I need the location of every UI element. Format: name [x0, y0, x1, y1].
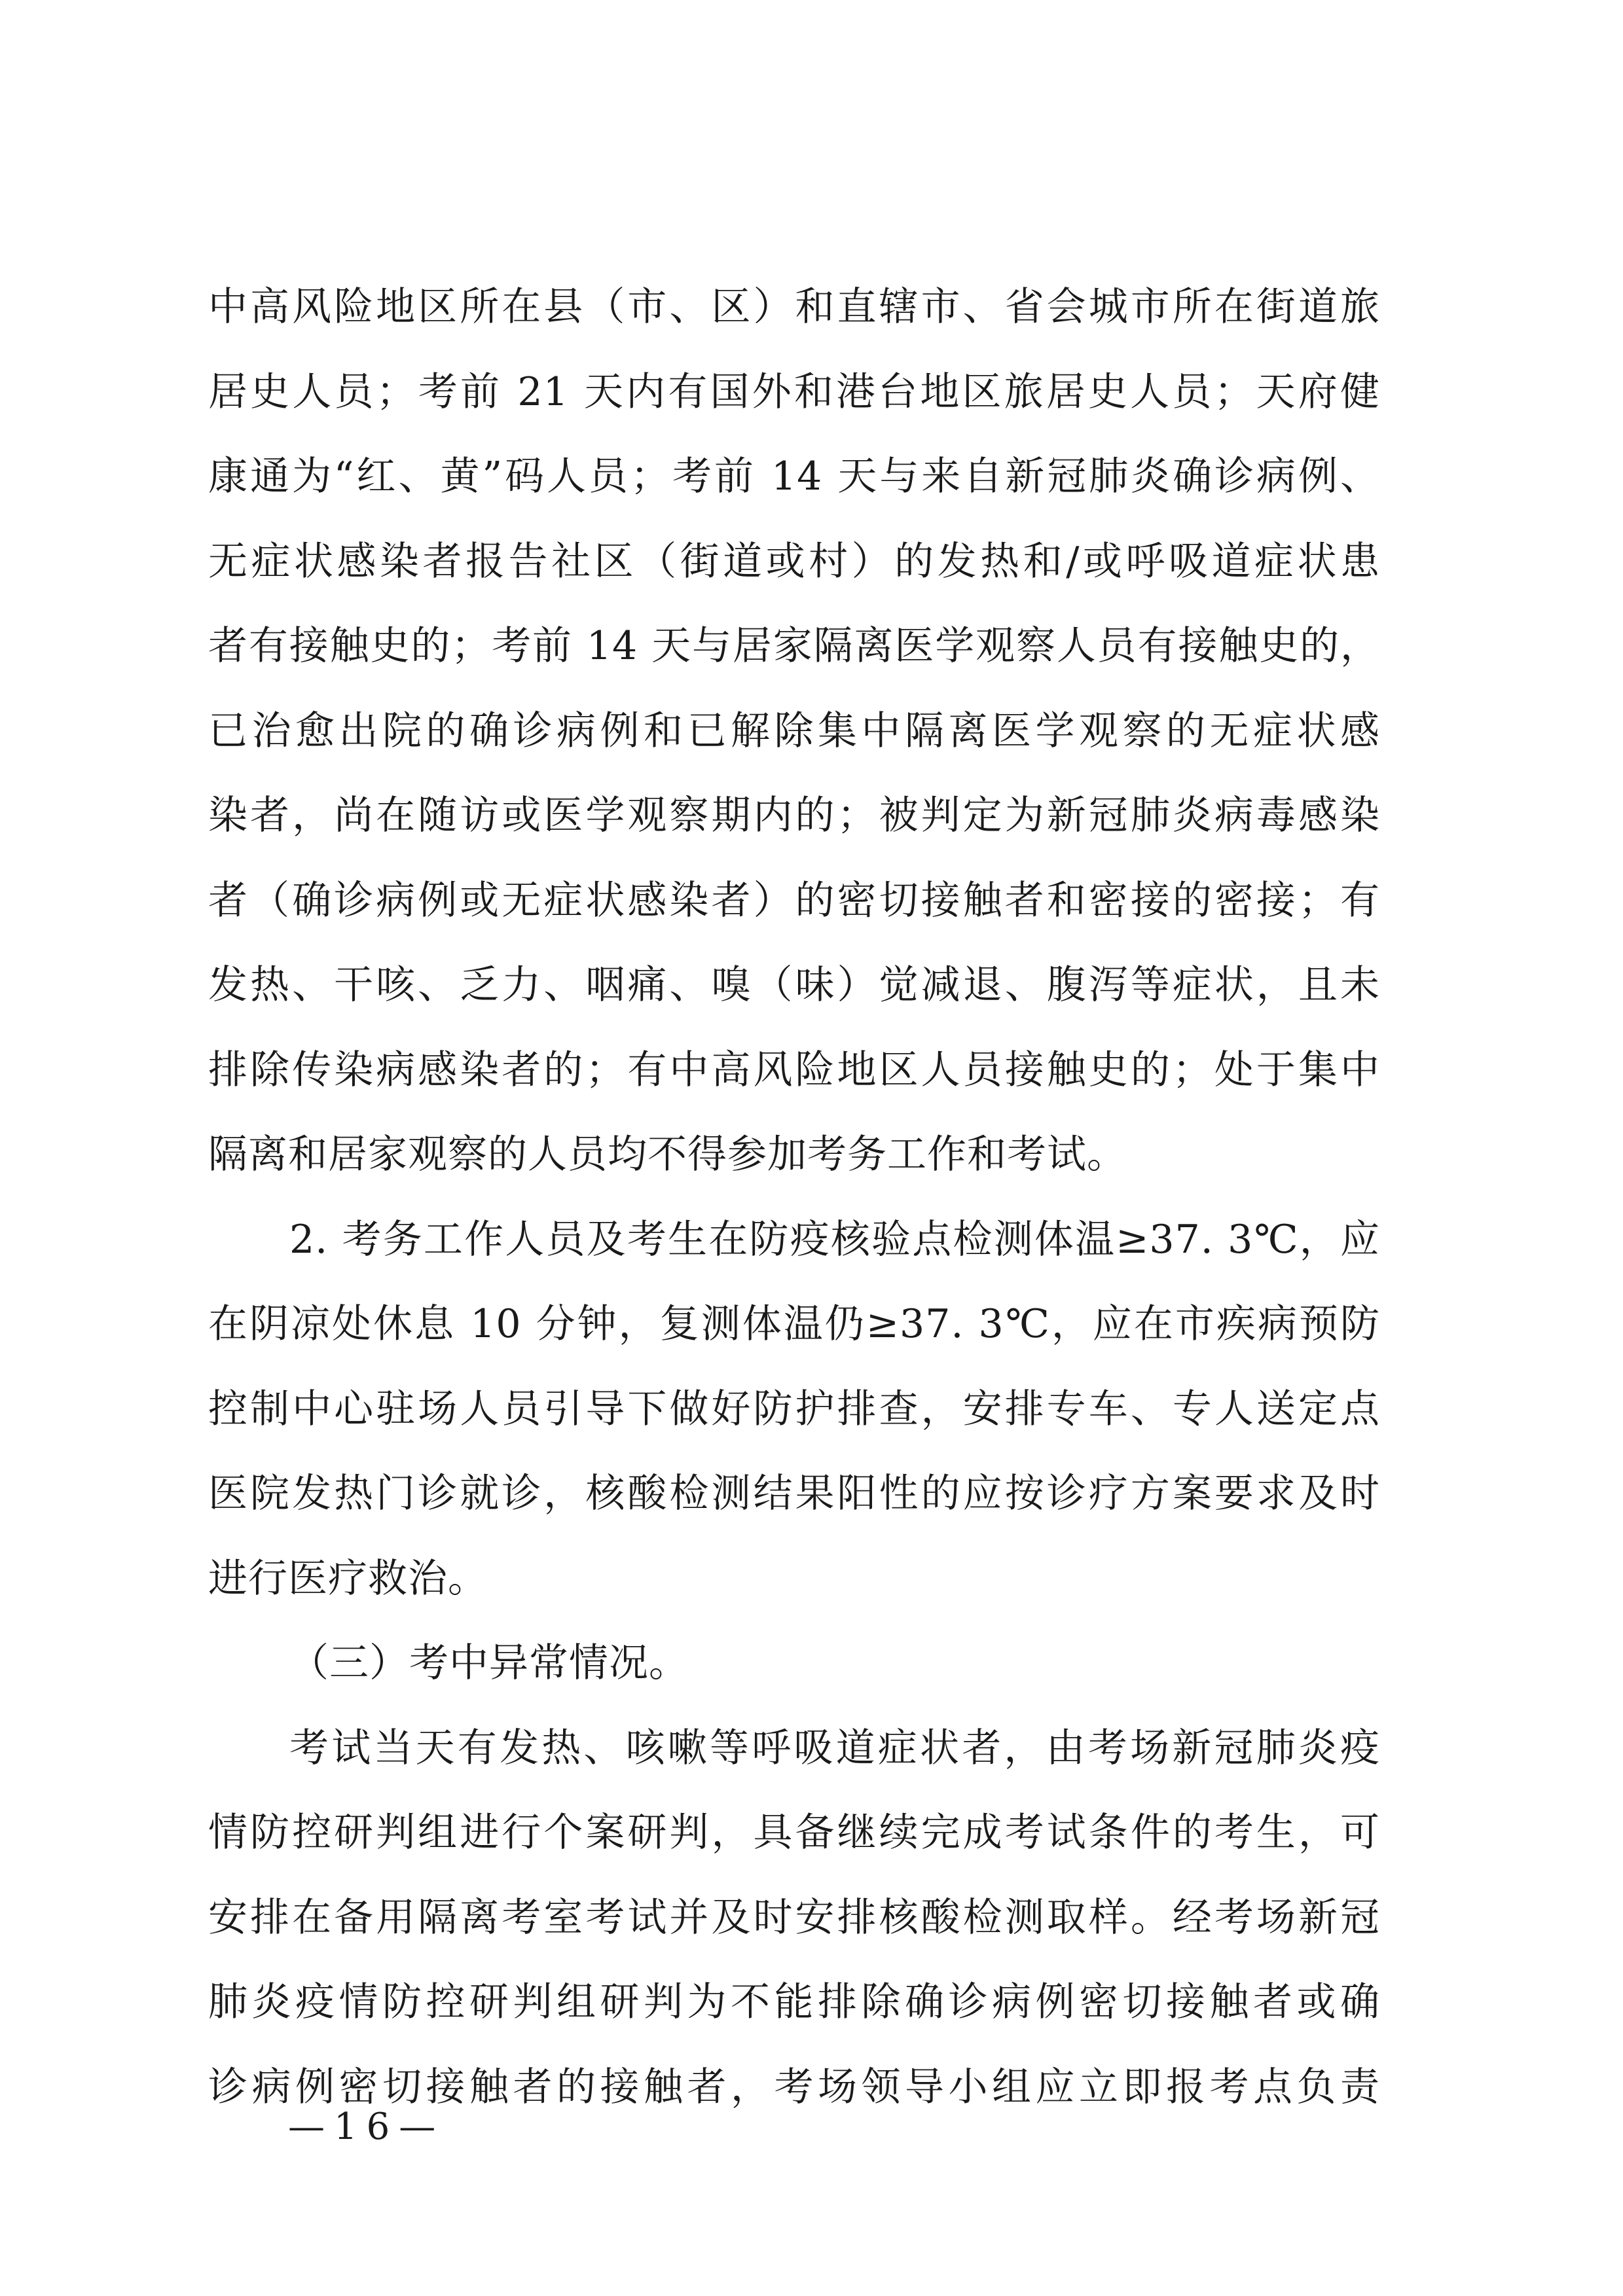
text-line: 隔离和居家观察的人员均不得参加考务工作和考试。	[208, 1132, 1127, 1177]
text-line: 情防控研判组进行个案研判，具备继续完成考试条件的考生，可	[208, 1810, 1380, 1856]
body-text	[208, 265, 1380, 2130]
text-line: 在阴凉处休息 10 分钟，复测体温仍≥37. 3℃，应在市疾病预防	[208, 1301, 1380, 1347]
text-line: 中高风险地区所在县（市、区）和直辖市、省会城市所在街道旅	[208, 284, 1380, 330]
text-line: 居史人员；考前 21 天内有国外和港台地区旅居史人员；天府健	[208, 368, 1380, 415]
paragraph-start-line: 考试当天有发热、咳嗽等呼吸道症状者，由考场新冠肺炎疫	[289, 1725, 1380, 1771]
text-line: 控制中心驻场人员引导下做好防护排查，安排专车、专人送定点	[208, 1386, 1380, 1432]
text-line: 染者，尚在随访或医学观察期内的；被判定为新冠肺炎病毒感染	[208, 793, 1380, 838]
text-line: 者（确诊病例或无症状感染者）的密切接触者和密接的密接；有	[208, 877, 1380, 924]
text-line: 者有接触史的；考前 14 天与居家隔离医学观察人员有接触史的，	[208, 623, 1380, 669]
text-line: 肺炎疫情防控研判组研判为不能排除确诊病例密切接触者或确	[208, 1979, 1380, 2025]
text-line: 排除传染病感染者的；有中高风险地区人员接触史的；处于集中	[208, 1047, 1380, 1093]
text-line: 康通为“红、黄”码人员；考前 14 天与来自新冠肺炎确诊病例、	[208, 454, 1380, 499]
text-line: 进行医疗救治。	[208, 1555, 488, 1602]
paragraph-start-line: 2. 考务工作人员及考生在防疫核验点检测体温≥37. 3℃，应	[289, 1216, 1380, 1263]
text-line: 医院发热门诊就诊，核酸检测结果阳性的应按诊疗方案要求及时	[208, 1471, 1380, 1516]
page-number: —16—	[288, 2106, 445, 2148]
text-line: 已治愈出院的确诊病例和已解除集中隔离医学观察的无症状感	[208, 708, 1380, 754]
text-line: 发热、干咳、乏力、咽痛、嗅（味）觉减退、腹泻等症状，且未	[208, 962, 1380, 1008]
text-line: 无症状感染者报告社区（街道或村）的发热和/或呼吸道症状患	[208, 538, 1380, 584]
text-line: 诊病例密切接触者的接触者，考场领导小组应立即报考点负责	[208, 2064, 1380, 2110]
section-heading: （三）考中异常情况。	[289, 1640, 689, 1686]
text-line: 安排在备用隔离考室考试并及时安排核酸检测取样。经考场新冠	[208, 1894, 1380, 1941]
